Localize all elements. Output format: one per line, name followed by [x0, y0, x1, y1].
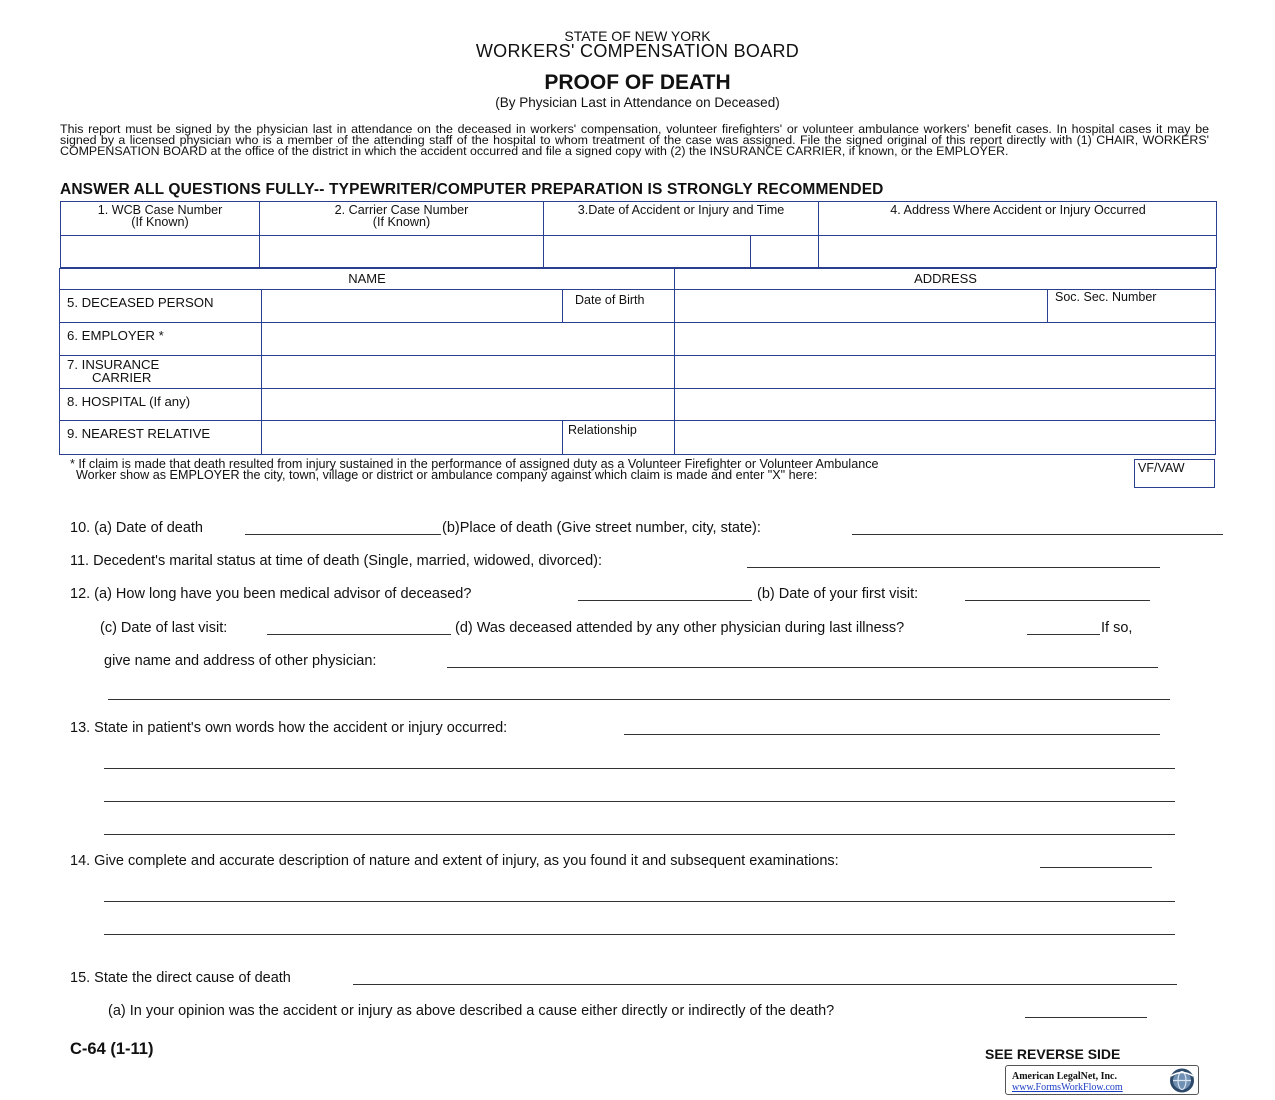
logo-website-link[interactable]: www.FormsWorkFlow.com — [1012, 1082, 1123, 1093]
accident-address-field[interactable] — [819, 236, 1217, 267]
marital-status-line[interactable] — [747, 567, 1160, 568]
last-visit-line[interactable] — [267, 634, 451, 635]
q12c-label: (c) Date of last visit: — [100, 620, 228, 636]
wcb-case-number-label: 1. WCB Case Number (If Known) — [97, 203, 223, 229]
date-of-birth-label: Date of Birth — [575, 293, 645, 307]
q12d-label: (d) Was deceased attended by any other physician during last illness? — [455, 620, 905, 636]
form-subtitle: (By Physician Last in Attendance on Deceased) — [495, 95, 780, 110]
other-physician-line-1[interactable] — [447, 667, 1158, 668]
wcb-case-number-field[interactable] — [61, 236, 259, 267]
place-of-death-line[interactable] — [852, 534, 1223, 535]
logo-company-name: American LegalNet, Inc. — [1012, 1071, 1117, 1082]
insurance-carrier-label: 7. INSURANCE CARRIER — [67, 357, 160, 385]
deceased-person-label: 5. DECEASED PERSON — [67, 295, 214, 310]
publisher-logo — [1005, 1065, 1199, 1095]
q11-label: 11. Decedent's marital status at time of death (Single, married, widowed, divorced): — [70, 553, 602, 569]
intro-instructions: This report must be signed by the physician last in attendance on the deceased in workers' compensation, volunteer firefighters' or volunteer ambulance workers' benefit cases. In hospital cases it may be signed by a licensed physician who is a member of the attending staff of the hospital to whom treatment of the case was assigned. File the signed original of this report directly with (1) CHAIR, WORKERS' COMPENSATION BOARD at the office of the district in which the accident occurred and file a signed copy with (2) the INSURANCE CARRIER, if known, or the EMPLOYER. — [60, 122, 1209, 158]
accident-description-line-4[interactable] — [104, 834, 1175, 835]
accident-description-line-2[interactable] — [104, 768, 1175, 769]
relative-name-field[interactable] — [262, 421, 562, 455]
q10b-label: (b)Place of death (Give street number, city, state): — [442, 520, 761, 536]
q14-label: 14. Give complete and accurate description of nature and extent of injury, as you found it and subsequent examinations: — [70, 853, 839, 869]
hospital-address-field[interactable] — [675, 389, 1216, 420]
volunteer-note: * If claim is made that death resulted from injury sustained in the performance of assigned duty as a Volunteer Firefighter or Volunteer Ambulance Worker show as EMPLOYER the city, town, village or district or ambulance company against which claim is made and enter "X" here: — [70, 457, 879, 482]
globe-icon — [1168, 1067, 1196, 1094]
relative-address-field[interactable] — [675, 421, 1216, 455]
carrier-case-number-label: 2. Carrier Case Number (If Known) — [334, 203, 469, 229]
direct-cause-line[interactable] — [353, 984, 1177, 985]
hospital-name-field[interactable] — [262, 389, 674, 420]
other-physician-answer-line[interactable] — [1027, 634, 1100, 635]
employer-address-field[interactable] — [675, 323, 1216, 355]
deceased-address-field[interactable] — [675, 290, 1047, 322]
carrier-name-field[interactable] — [262, 356, 674, 388]
state-heading: STATE OF NEW YORK — [564, 28, 711, 44]
q10a-label: 10. (a) Date of death — [70, 520, 203, 536]
carrier-address-field[interactable] — [675, 356, 1216, 388]
vf-vaw-checkbox[interactable] — [1134, 459, 1215, 488]
answer-all-notice: ANSWER ALL QUESTIONS FULLY-- TYPEWRITER/COMPUTER PREPARATION IS STRONGLY RECOMMENDED — [60, 181, 884, 198]
q12a-label: 12. (a) How long have you been medical advisor of deceased? — [70, 586, 472, 602]
q13-label: 13. State in patient's own words how the accident or injury occurred: — [70, 720, 508, 736]
accident-description-line-1[interactable] — [624, 734, 1160, 735]
accident-address-label: 4. Address Where Accident or Injury Occurred — [890, 203, 1146, 217]
q12b-label: (b) Date of your first visit: — [757, 586, 919, 602]
first-visit-line[interactable] — [965, 600, 1150, 601]
board-heading: WORKERS' COMPENSATION BOARD — [475, 41, 800, 61]
injury-description-line-1[interactable] — [1040, 867, 1152, 868]
accident-description-line-3[interactable] — [104, 801, 1175, 802]
q12d-if-so: If so, — [1101, 620, 1133, 636]
injury-description-line-2[interactable] — [104, 901, 1175, 902]
cause-opinion-line[interactable] — [1025, 1017, 1147, 1018]
q12-give-label: give name and address of other physician: — [104, 653, 377, 669]
carrier-case-number-field[interactable] — [260, 236, 543, 267]
injury-description-line-3[interactable] — [104, 934, 1175, 935]
name-column-header: NAME — [348, 271, 386, 286]
relationship-label: Relationship — [568, 423, 637, 437]
ssn-label: Soc. Sec. Number — [1055, 290, 1157, 304]
vf-vaw-label: VF/VAW — [1138, 461, 1185, 475]
hospital-label: 8. HOSPITAL (If any) — [67, 394, 191, 409]
other-physician-line-2[interactable] — [108, 699, 1170, 700]
nearest-relative-label: 9. NEAREST RELATIVE — [67, 426, 211, 441]
deceased-name-field[interactable] — [262, 290, 562, 322]
accident-date-time-label: 3.Date of Accident or Injury and Time — [577, 203, 785, 217]
q15-label: 15. State the direct cause of death — [70, 970, 291, 986]
form-code: C-64 (1-11) — [70, 1040, 154, 1058]
date-of-death-line[interactable] — [245, 534, 441, 535]
accident-date-field[interactable] — [544, 236, 750, 267]
form-title: PROOF OF DEATH — [544, 71, 731, 94]
address-column-header: ADDRESS — [914, 271, 977, 286]
see-reverse-notice: SEE REVERSE SIDE — [985, 1046, 1121, 1062]
accident-time-field[interactable] — [751, 236, 818, 267]
q15a-label: (a) In your opinion was the accident or injury as above described a cause either directly or indirectly of the death? — [108, 1003, 835, 1019]
employer-label: 6. EMPLOYER * — [67, 328, 164, 343]
medical-advisor-duration-line[interactable] — [578, 600, 752, 601]
employer-name-field[interactable] — [262, 323, 674, 355]
